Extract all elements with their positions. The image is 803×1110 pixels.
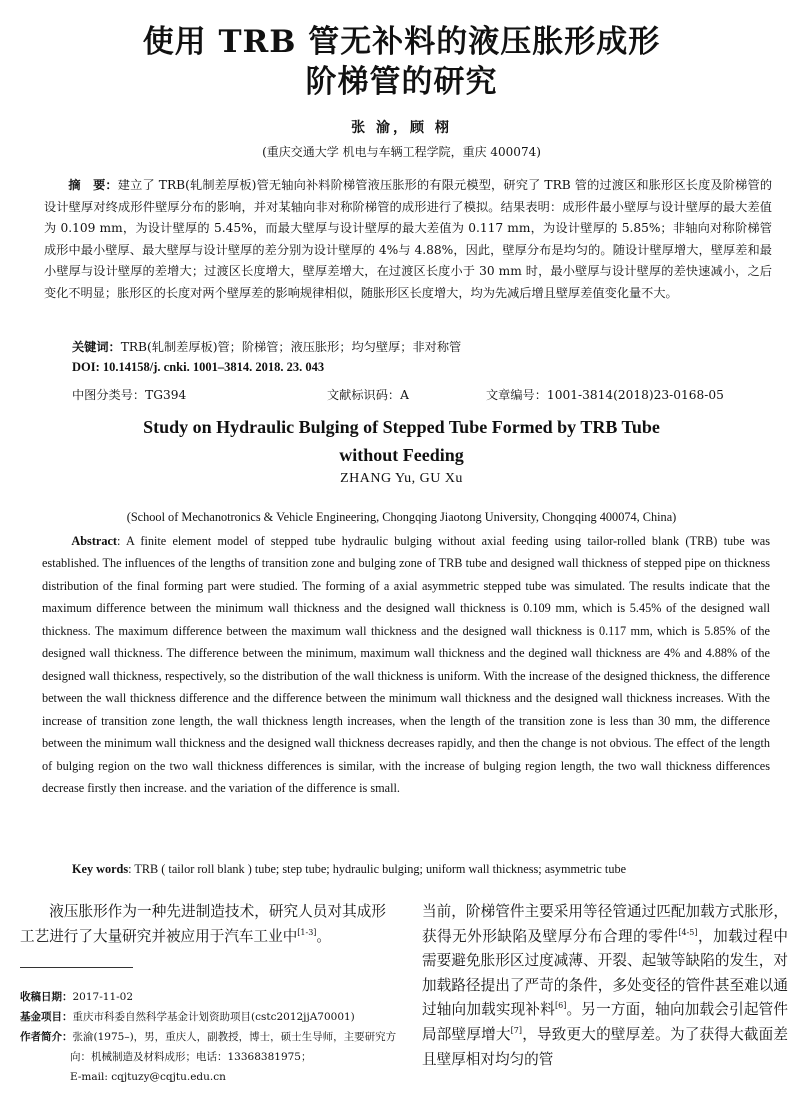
footnote-author-cont: 向：机械制造及材料成形；电话：13368381975； [70,1051,312,1063]
body-right-p3: 。另一方面，轴向加载会引起管件局部壁厚增大 [422,1001,788,1043]
title-chinese [0,22,803,102]
fund-label: 基金项目： [20,1011,73,1023]
citation-ref: [4-5] [678,927,698,937]
body-left-end: 。 [316,927,332,945]
footnote-divider [20,967,133,968]
title-english-line1: Study on Hydraulic Bulging of Stepped Tube Formed by TRB Tube [143,417,660,437]
author-label: 作者简介： [20,1031,73,1043]
doi: DOI: 10.14158/j. cnki. 1001–3814. 2018. 23. 043 [72,360,325,374]
authors-chinese: 张 渝，顾 栩 [351,120,452,136]
abstract-chinese [44,175,772,305]
body-left-text: 液压胀形作为一种先进制造技术，研究人员对其成形工艺进行了大量研究并被应用于汽车工业中 [20,903,386,945]
abstract-english-text: : A finite element model of stepped tube hydraulic bulging without axial feeding using tailor-rolled blank (TRB) tube was established. The influences of the lengths of transition zone and bulging zone of TRB tube and designed wall thickness of stepped pipe on thickness distribution of the final forming part were studied. The forming of a axial asymmetric stepped tube was simulated. The results indicate that the maximum difference between the minimum wall thickness and the designed wall thickness is 0.109 mm, which is 5.45% of the designed wall thickness. The maximum difference between the maximum wall thickness and the designed wall thickness is 0.117 mm, which is 5.85% of the designed wall thickness. The difference between the minimum, maximum wall thickness and the degined wall thickness are 4% and 4.88% of the designed wall thickness, respectively, so the distribution of the wall thickness is uniform. With the increase of the designed thickness, the difference between the wall thickness difference and the difference between the minimum wall thickness and the designed wall thickness increases. With the increase of transition zone length, the wall thickness length increases, when the length of the transition zone is less than 30 mm, the difference between the minimum wall thickness and the designed wall thickness decreases rapidly, and then the change is not obvious. The effect of the length of bulging region on the two wall thickness differences is similar, with the increase of bulging region length, the two wall thickness differences decrease firstly then increase. and the variation of the difference is small. [42,534,770,795]
body-column-right [422,900,788,1072]
footnote-author [20,1027,400,1048]
clc-number: 中图分类号：TG394 [72,388,187,402]
author-text-line1: 张渝(1975–)，男，重庆人，副教授，博士，硕士生导师，主要研究方 [72,1031,397,1043]
body-right-p1: 当前，阶梯管件主要采用等径管通过匹配加载方式胀形，获得无外形缺陷及壁厚分布合理的零件 [422,903,788,945]
footnote-fund [20,1007,400,1028]
body-right-p2: ，加载过程中需要避免胀形区过度减薄、开裂、起皱等缺陷的发生，对加载路径提出了严苛的条件，多处变径的管件甚至难以通过轴向加载实现补料 [422,927,788,1019]
keywords-english-text: : TRB ( tailor roll blank ) tube; step tube; hydraulic bulging; uniform wall thickness; asymmetric tube [128,862,627,876]
received-date: 2017-11-02 [72,991,134,1003]
keywords-english-label: Key words [72,862,129,876]
affiliation-english: (School of Mechanotronics & Vehicle Engineering, Chongqing Jiaotong University, Chongqing 400074, China) [126,510,677,524]
title-chinese-line1: 使用 TRB 管无补料的液压胀形成形 [142,24,661,60]
keywords-chinese [72,337,461,357]
keywords-english [72,858,626,880]
fund-text: 重庆市科委自然科学基金计划资助项目(cstc2012jjA70001) [72,1011,355,1023]
affiliation-chinese: (重庆交通大学 机电与车辆工程学院，重庆 400074) [262,145,541,159]
article-number: 文章编号：1001-3814(2018)23-0168-05 [486,388,724,402]
abstract-english-label: Abstract [71,534,117,548]
title-english [0,413,803,469]
abstract-chinese-text: 建立了 TRB(轧制差厚板)管无轴向补料阶梯管液压胀形的有限元模型，研究了 TRB 管的过渡区和胀形区长度及阶梯管的设计壁厚对终成形件壁厚分布的影响，并对某轴向非对称阶梯管的成形进行了模拟。结果表明：成形件最小壁厚与设计壁厚的最大差值为 0.109 mm，为设计壁厚的 5.45%，而最大壁厚与设计壁厚的最大差值为 0.117 mm，为设计壁厚的 5.85%；非轴向对称阶梯管成形中最小壁厚、最大壁厚与设计壁厚的差分别为设计壁厚的 4%与 4.88%，因此，壁厚分布是均匀的。随设计壁厚增大，壁厚差和最小壁厚与设计壁厚的差增大；过渡区长度增大，壁厚差增大，在过渡区长度小于 30 mm 时，最小壁厚与设计壁厚的差快速减小，之后变化不明显；胀形区的长度对两个壁厚差的影响规律相似，随胀形区长度增大，均为先减后增且壁厚差值变化量不大。 [44,178,773,300]
footnote-email: E-mail: cqjtuzy@cqjtu.edu.cn [70,1071,226,1083]
citation-ref: [1-3] [297,927,317,937]
citation-ref: [7] [510,1026,523,1036]
body-column-left [20,900,386,949]
keywords-chinese-label: 关键词： [72,340,121,354]
document-code: 文献标识码：A [327,388,409,402]
abstract-chinese-label: 摘 要： [68,178,118,192]
authors-english: ZHANG Yu, GU Xu [340,471,463,486]
body-right-p4: ，导致更大的壁厚差。为了获得大截面差且壁厚相对均匀的管 [422,1025,788,1068]
keywords-chinese-text: TRB(轧制差厚板)管；阶梯管；液压胀形；均匀壁厚；非对称管 [120,340,462,354]
abstract-english [42,530,770,799]
footnote-received [20,987,400,1008]
citation-ref: [6] [555,1001,567,1011]
title-chinese-line2: 阶梯管的研究 [305,64,498,100]
title-english-line2: without Feeding [339,445,464,465]
received-label: 收稿日期： [20,991,73,1003]
